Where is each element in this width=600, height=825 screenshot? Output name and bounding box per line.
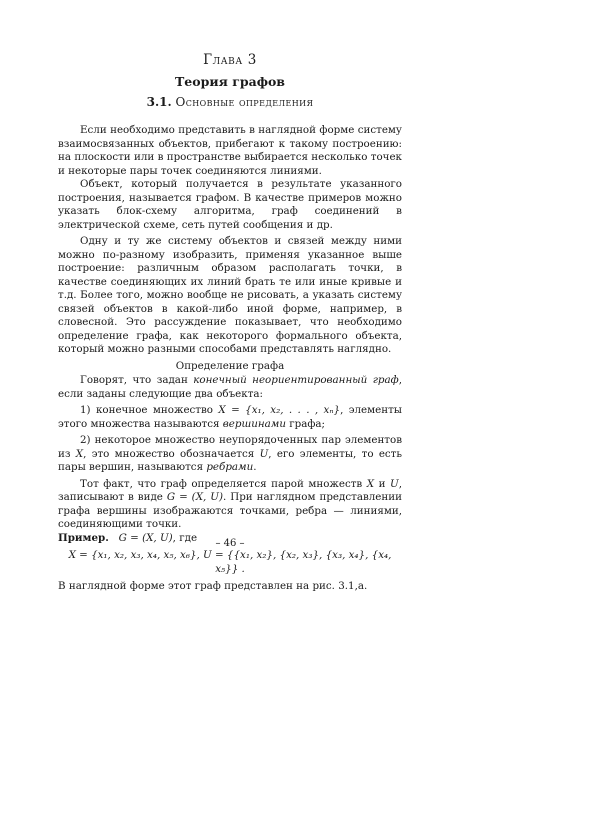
text: Тот факт, что граф определяется парой множеств <box>80 477 367 490</box>
math-x: X <box>366 477 375 490</box>
paragraph-1: Если необходимо представить в наглядной форме систему взаимосвязанных объектов, прибегают к такому построению: на плоскости или в пространстве выбирается несколько точек и некоторые пары точек соединяются линиями. <box>58 124 402 177</box>
text: . <box>253 461 257 473</box>
text: 2) некоторое множество неупорядоченных пар элементов из <box>58 434 402 460</box>
math-graph: G = (X, U) <box>118 531 173 544</box>
chapter-title: Теория графов <box>175 74 285 89</box>
list-item-2 <box>58 434 402 475</box>
text: , записывают в виде <box>58 477 402 503</box>
page-number: – 46 – <box>215 538 245 549</box>
paragraph-definition <box>58 374 402 401</box>
chapter-heading: Глава 3 <box>203 52 257 68</box>
text: графа; <box>285 417 326 430</box>
paragraph-2: Объект, который получается в результате указанного построения, называется графом. В качестве примеров можно указать блок-схему алгоритма, граф соединений в электрической схеме, сеть путей сообщения и др. <box>58 178 402 231</box>
text: , его элементы, то есть пары вершин, называются <box>58 447 402 473</box>
body-text <box>58 124 402 594</box>
example-formula: X = {x₁, x₂, x₃, x₄, x₅, x₆}, U = {{x₁, x₂}, {x₂, x₃}, {x₃, x₄}, {x₄, x₅}} . <box>68 549 392 575</box>
example-label: Пример. <box>58 531 109 544</box>
text: , если заданы следующие два объекта: <box>58 374 402 400</box>
math-set-x: X = {x₁, x₂, . . . , xₙ} <box>218 404 341 416</box>
text: , элементы этого множества называются <box>58 404 403 430</box>
section-number: 3.1. <box>146 95 172 109</box>
math-x: X <box>75 447 84 460</box>
emphasis-term: ребрами <box>206 461 254 473</box>
text: 1) конечное множество <box>80 404 219 416</box>
section-title: Основные определения <box>175 95 314 109</box>
paragraph-3: Одну и ту же систему объектов и связей между ними можно по-разному изобразить, применяя указанное выше построение: различным образом располагать точки, в качестве соединяющих их линий брать те или иные кривые и т.д. Более того, можно вообще не рисовать, а указать систему связей объектов в какой-либо иной форме, например, в словесной. Это рассуждение показывает, что необходимо определение графа, как некоторого формального объекта, который можно разными способами представлять наглядно. <box>58 235 402 355</box>
math-u: U <box>390 477 399 490</box>
list-item-1 <box>58 404 402 431</box>
paragraph-5 <box>58 478 402 532</box>
emphasis-term: конечный неориентированный граф <box>193 374 399 386</box>
text: , это множество обозначается <box>83 447 260 460</box>
math-graph: G = (X, U) <box>166 491 223 503</box>
emphasis-term: вершинами <box>222 417 286 430</box>
subheading-graph-definition: Определение графа <box>175 359 285 372</box>
math-u: U <box>259 447 269 460</box>
text: , где <box>172 531 198 544</box>
text: и <box>374 477 391 490</box>
text: . При наглядном представлении графа вершины изображаются точками, ребра — линиями, соединяющими точки. <box>58 491 402 530</box>
text: Говорят, что задан <box>80 374 194 386</box>
paragraph-6: В наглядной форме этот граф представлен на рис. 3.1,а. <box>58 580 368 592</box>
section-heading <box>58 95 402 109</box>
